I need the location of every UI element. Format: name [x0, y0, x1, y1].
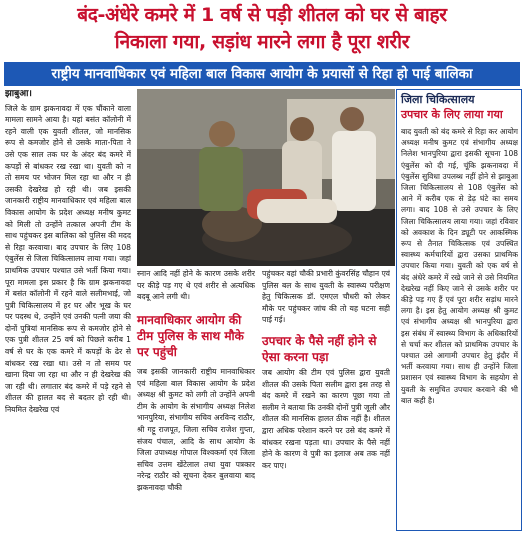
- article-column-1: [5, 89, 131, 529]
- news-photo-illustration: [137, 89, 395, 266]
- sidebar-box: [396, 89, 522, 531]
- sidebar-heading-line-1: जिला चिकित्सालय: [401, 93, 475, 106]
- headline-line-2: निकाला गया, सड़ांध मारने लगा है पूरा शरीर: [114, 31, 410, 53]
- kicker-banner: राष्ट्रीय मानवाधिकार एवं महिला बाल विकास आयोग के प्रयासों से रिहा हो पाई बालिका: [4, 62, 520, 86]
- article-column-3-top: पहुंचकर वहां चौकी प्रभारी कुंवरसिंह चौहान एवं पुलिस बल के साथ युवती के स्वास्थ्य परीक्षण हेतु चिकित्सक डॉ. एमएल चौधरी को लेकर मौके पर पहुंचकर जांच की तो यह घटना सही पाई गई।: [262, 269, 390, 325]
- article-column-2-bottom: जब इसकी जानकारी राष्ट्रीय मानवाधिकार एवं महिला बाल विकास आयोग के प्रदेश अध्यक्ष श्री कुमट को लगी तो उन्होंने अपनी टीम के आयोग के संभागीय अध्यक्ष निलेश भानपुरिया, संभागीय सचिव अरविन्द राठौर, श्री गट्टू राजपूत, जिला सचिव राजेश गुप्ता, संजय पंचाल, आदि के साथ आयोग के जिला उपाध्यक्ष गोपाल विश्वकर्मा एवं जिला सचिव उत्तम खेंटेलाल तथा युवा पत्रकार नरेन्द्र राठौर को सूचना देकर बुलवाया बाद झकनावदा चौकी: [137, 367, 255, 492]
- headline-line-1: बंद-अंधेरे कमरे में 1 वर्ष से पड़ी शीतल को घर से बाहर: [77, 4, 447, 26]
- dateline: झाबुआ।: [5, 89, 32, 99]
- headline: [0, 2, 524, 56]
- news-photo: [137, 89, 395, 266]
- subheading-commission-team: मानवाधिकार आयोग की टीम पुलिस के साथ मौके पर पहुंची: [137, 313, 244, 359]
- article-column-3-bottom: जब आयोग की टीम एवं पुलिस द्वारा युवती शीतल की उसके पिता सलीम द्वारा इस तरह से बंद कमरे में रखने का कारण पूछा गया तो सलीम ने बताया कि उनकी दोनों पुत्री जूली और शीतल की मानसिक हालत ठीक नहीं है। शीतल द्वारा अधिक परेशान करने पर उसे बंद कमरे में बांधकर रखना पड़ता था। उपचार के पैसे नहीं होने के कारण वे पुत्री का इलाज अब तक नहीं कर पाए।: [262, 368, 390, 470]
- column-1-text: जिले के ग्राम झकनावदा में एक चौंकाने वाला मामला सामने आया है। यहां बसंत कॉलोनी में रहने वाली एक युवती शीतल, जो मानसिक रूप से कमजोर होने से उसके माता-पिता ने उसे एक साल तक घर के अंदर बंद कमरे में कपड़ों से बांधकर रख रखा था। युवती को न तो समय पर भोजन मिल रहा था और न ही उसकी देखरेख हो रही थी। जब इसकी जानकारी राष्ट्रीय मानवाधिकार एवं महिला बाल विकास आयोग के प्रदेश अध्यक्ष मनीष कुमट को मिली तो उन्होंने तत्काल अपनी टीम के साथ पहुंचकर इस बालिका को पुलिस की मदद से रिहा करवाया। बाद उपचार के लिए 108 एंबुलेंस से जिला चिकित्सालय लाया गया। जहां प्राथमिक उपचार पश्चात उसे भर्ती किया गया। पूरा मामला इस प्रकार है कि ग्राम झकनावदा में बसंत कॉलोनी में रहने वाले सलीमभाई, जो पुत्री चिकित्सालय में हर घर और भूख के घर पर पदस्थ थे, उन्होंने एवं उनकी पत्नी जया की दोनों पुत्रियां मानसिक रूप से कमजोर होने से एक पुत्री शीतल 25 वर्ष को पिछले करीब 1 वर्ष से घर के एक कमरे में कपड़ों के ढेर से बांधकर रख रखा था। उसे न तो समय पर खाना दिया जा रहा था और न ही देखरेख की जा रही थी। लगातार बंद कमरे में पड़े रहने से शीतल की हालत बद से बदतर हो रही थी। नियमित देखरेख एवं: [5, 103, 131, 415]
- sidebar-body: बाद युवती को बंद कमरे से रिहा कर आयोग अध्यक्ष मनीष कुमट एवं संभागीय अध्यक्ष निलेश भानपुरिया द्वारा इसकी सूचना 108 एंबुलेंस को दी गई, चूंकि झकनावदा में एंबुलेंस सुविधा उपलब्ध नहीं होने से झाबुआ जिला चिकित्सालय से 108 एंबुलेंस को आने में करीब एक से डेढ़ घंटे का समय लगा। बाद 108 से उसे उपचार के लिए जिला चिकित्सालय लाया गया। जहां रविवार को अवकाश के दिन ड्यूटी पर आकस्मिक रूप से तैनात चिकित्सक एवं उपस्थित स्वास्थ्य कर्मचारियों द्वारा उसका प्राथमिक उपचार किया गया। युवती को एक वर्ष से बंद अंधेरे कमरे में रखे जाने से उसे नियमित देखरेख नहीं किए जाने से उसके शरीर पर कीड़े पड़ गए हैं एवं पूरा शरीर सड़ांध मारने लगा है। इस हेतु आयोग अध्यक्ष श्री कुमट एवं संभागीय अध्यक्ष श्री भानपुरिया द्वारा इस संबंध में स्वास्थ्य विभाग के अधिकारियों से चर्चा कर शीतल को प्राथमिक उपचार के पश्चात उसे आगामी उपचार हेतु इंदौर में भर्ती करवाया गया। साथ ही उन्होंने जिला प्रशासन एवं स्वास्थ्य विभाग के सहयोग से युवती के समुचित उपचार करवाने की भी बात कही है।: [401, 127, 518, 405]
- sidebar-heading: [401, 92, 519, 122]
- article-column-2-top: स्नान आदि नहीं होने के कारण उसके शरीर पर कीड़े पड़ गए थे एवं शरीर से अत्यधिक बदबू आने लगी थी।: [137, 269, 255, 302]
- sidebar-heading-line-2: उपचार के लिए लाया गया: [401, 108, 503, 121]
- subheading-no-money: उपचार के पैसे नहीं होने से ऐसा करना पड़ा: [262, 334, 377, 364]
